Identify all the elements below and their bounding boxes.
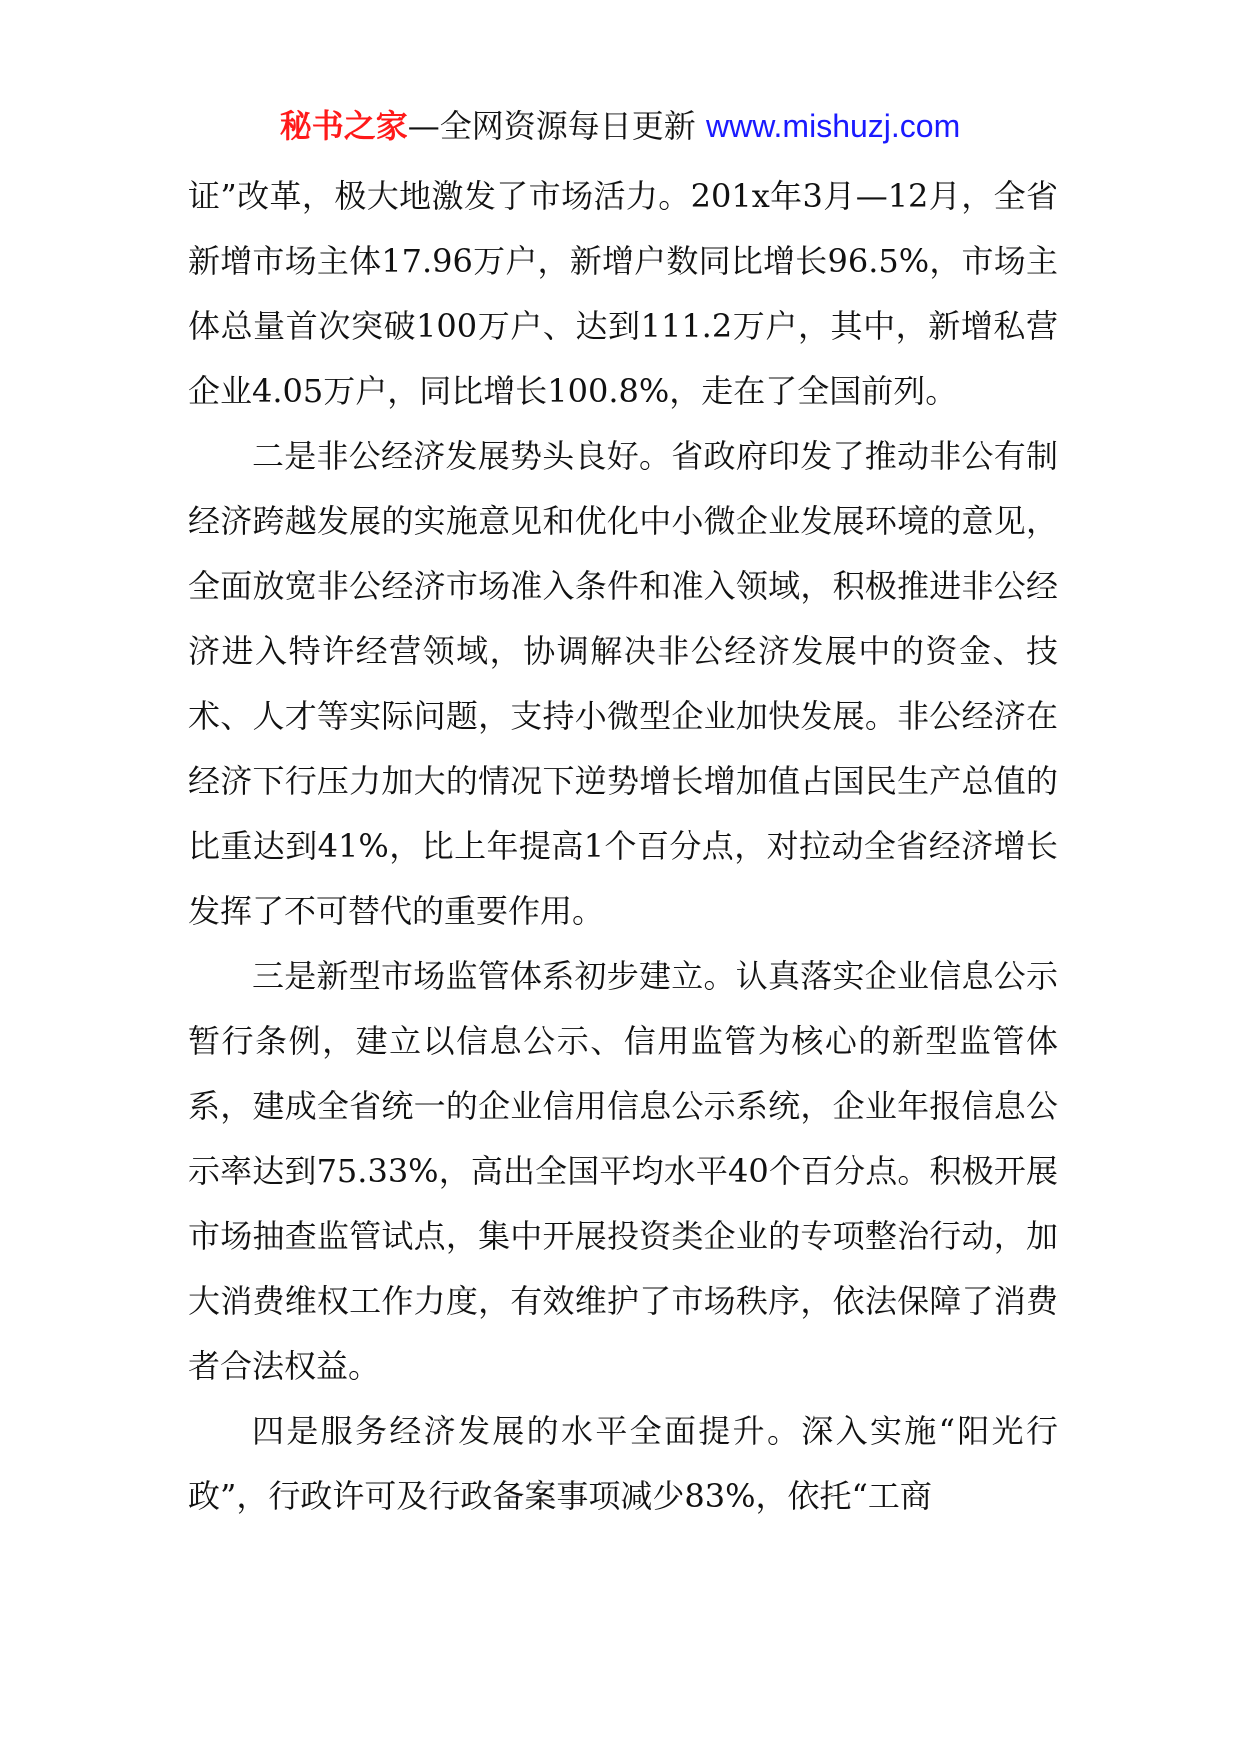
paragraph-private-economy: 二是非公经济发展势头良好。省政府印发了推动非公有制经济跨越发展的实施意见和优化中小微企业发展环境的意见，全面放宽非公经济市场准入条件和准入领域，积极推进非公经济进入特许经营领域，协调解决非公经济发展中的资金、技术、人才等实际问题，支持小微型企业加快发展。非公经济在经济下行压力加大的情况下逆势增长增加值占国民生产总值的比重达到41%，比上年提高1个百分点，对拉动全省经济增长发挥了不可替代的重要作用。 [188, 437, 1058, 930]
paragraph-continuation: 证”改革，极大地激发了市场活力。201x年3月—12月，全省新增市场主体17.96万户，新增户数同比增长96.5%，市场主体总量首次突破100万户、达到111.2万户，其中，新增私营企业4.05万户，同比增长100.8%，走在了全国前列。 [188, 177, 1058, 410]
paragraph-market-supervision: 三是新型市场监管体系初步建立。认真落实企业信息公示暂行条例，建立以信息公示、信用监管为核心的新型监管体系，建成全省统一的企业信用信息公示系统，企业年报信息公示率达到75.33%，高出全国平均水平40个百分点。积极开展市场抽查监管试点，集中开展投资类企业的专项整治行动，加大消费维权工作力度，有效维护了市场秩序，依法保障了消费者合法权益。 [188, 957, 1058, 1385]
document-body [188, 164, 1058, 1529]
page-header [0, 104, 1240, 148]
header-url-link[interactable]: www.mishuzj.com [705, 108, 961, 144]
paragraph-service-economy: 四是服务经济发展的水平全面提升。深入实施“阳光行政”，行政许可及行政备案事项减少83%，依托“工商 [188, 1412, 1058, 1515]
header-brand: 秘书之家 [279, 107, 408, 145]
header-tagline: —全网资源每日更新 [407, 107, 706, 145]
